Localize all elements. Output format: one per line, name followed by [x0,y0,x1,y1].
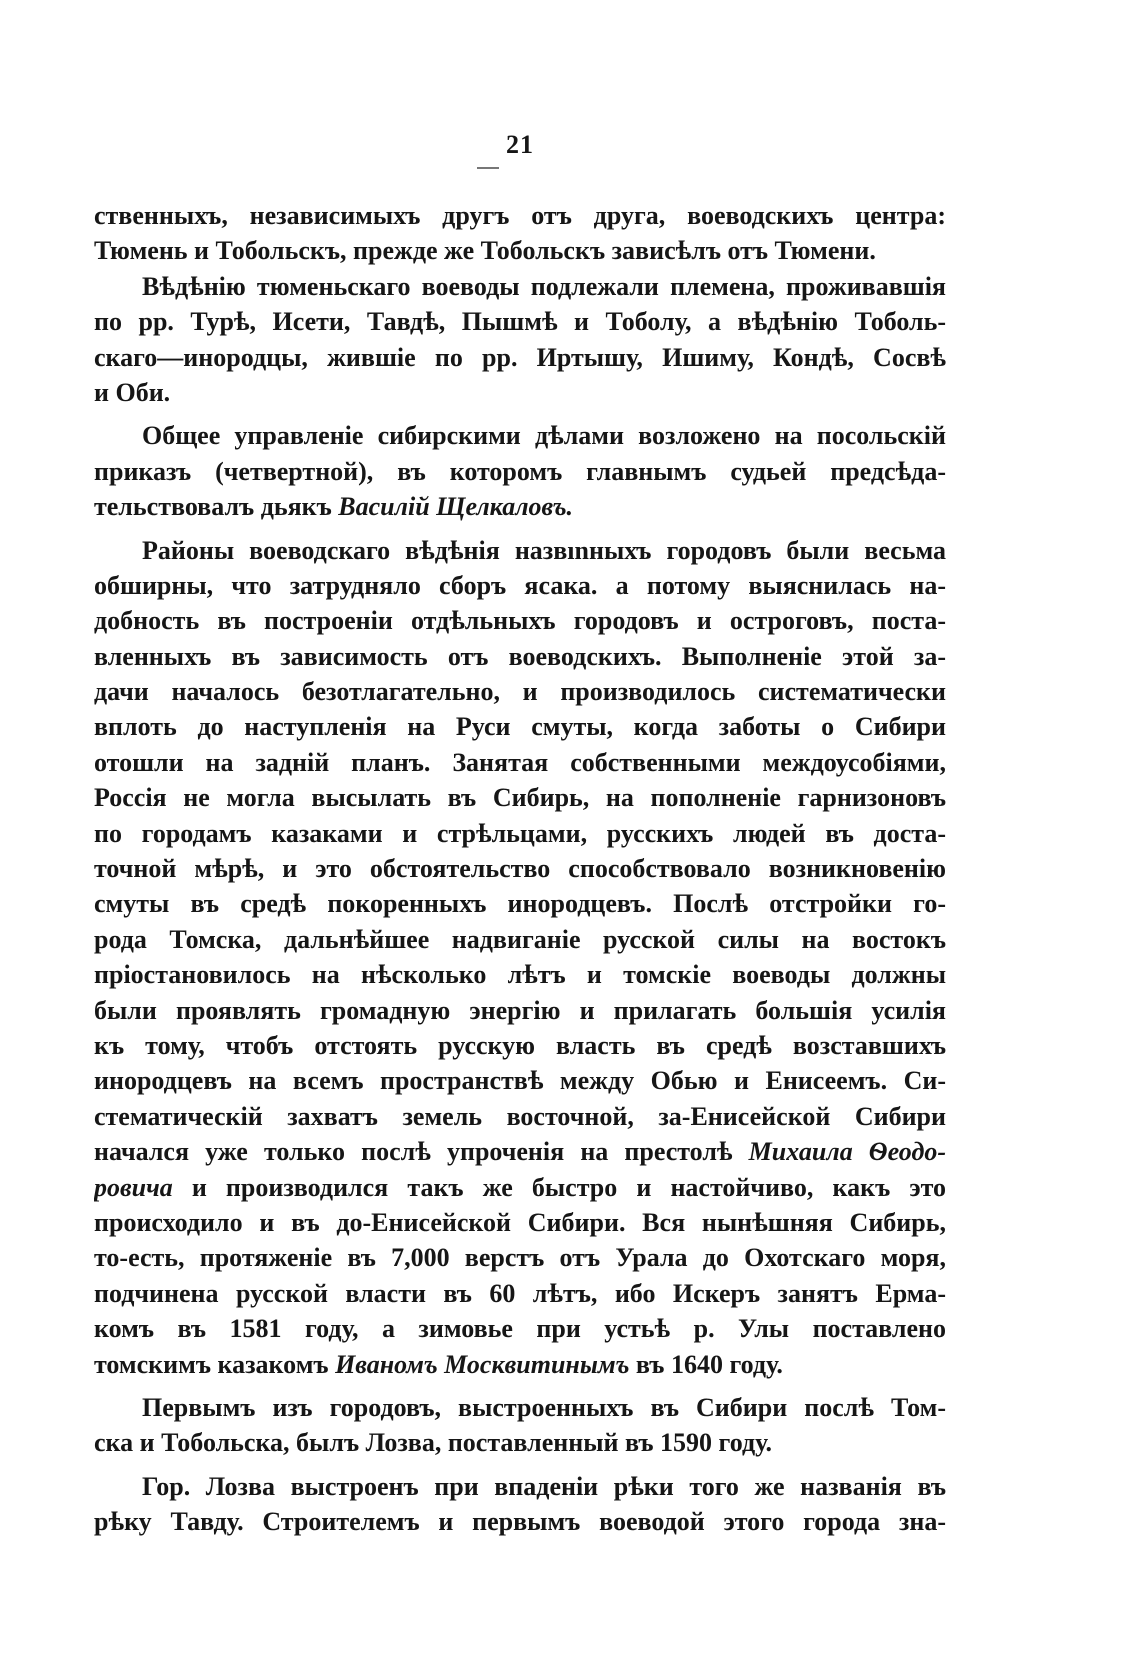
text-line: ска и Тобольска, былъ Лозва, поставленный въ 1590 году. [94,1428,773,1458]
text-line: по рр. Турѣ, Исети, Тавдѣ, Пышмѣ и Тоболу, а вѣдѣнію Тоболь- [94,307,946,337]
text-line: подчинена русской власти въ 60 лѣтъ, ибо Искеръ занятъ Ерма- [94,1278,946,1308]
text-line: Общее управленіе сибирскими дѣлами возложено на посольскій [142,421,946,451]
text-line: по городамъ казаками и стрѣльцами, русскихъ людей въ доста- [94,818,946,848]
text-line: Вѣдѣнію тюменьскаго воеводы подлежали племена, проживавшія [142,271,946,301]
text-line: приказъ (четвертной), въ которомъ главнымъ судьей предсѣда- [94,456,946,486]
italic-name: ровича [94,1172,173,1202]
line-text: томскимъ казакомъ [94,1349,336,1379]
text-line: вленныхъ въ зависимость отъ воеводскихъ. Выполненіе этой за- [94,641,946,671]
text-line: добность въ построеніи отдѣльныхъ городовъ и остроговъ, поста- [94,606,946,636]
text-line: то-есть, протяженіе въ 7,000 верстъ отъ Урала до Охотскаго моря, [94,1243,946,1273]
text-line: дачи началось безотлагательно, и производилось систематически [94,677,946,707]
text-line: скаго—инородцы, жившіе по рр. Иртышу, Ишиму, Кондѣ, Сосвѣ [94,342,946,372]
text-line: къ тому, чтобъ отстоять русскую власть въ средѣ возставшихъ [94,1030,946,1060]
text-line [94,489,946,524]
text-line: отошли на задній планъ. Занятая собственными междоусобіями, [94,747,946,777]
text-line: происходило и въ до-Енисейской Сибири. Вся нынѣшняя Сибирь, [94,1207,946,1237]
text-line: пріостановилось на нѣсколько лѣтъ и томскіе воеводы должны [94,960,946,990]
line-text: и производился такъ же быстро и настойчиво, какъ это [172,1172,946,1202]
text-line: Гор. Лозва выстроенъ при впаденіи рѣки того же названія въ [142,1471,946,1501]
text-line [94,1134,946,1169]
text-line: Районы воеводскаго вѣдѣнія назвınныхъ городовъ были весьма [142,535,946,565]
text-line: комъ въ 1581 году, а зимовье при устьѣ р. Улы поставлено [94,1314,946,1344]
line-text: начался уже только послѣ упроченія на престолѣ [94,1137,749,1167]
text-line: ственныхъ, независимыхъ другъ отъ друга, воеводскихъ центра: [94,201,946,230]
text-line: стематическій захватъ земель восточной, за-Енисейской Сибири [94,1101,946,1131]
text-line [94,1347,946,1382]
italic-name: Иваномъ Москвитинымъ [335,1349,630,1379]
text-line: рода Томска, дальнѣйшее надвиганіе русской силы на востокъ [94,924,946,954]
text-line [94,1170,946,1205]
line-text: тельствовалъ дьякъ [94,492,339,522]
text-line: точной мѣрѣ, и это обстоятельство способствовало возникновенію [94,854,946,884]
text-line: смуты въ средѣ покоренныхъ инородцевъ. Послѣ отстройки го- [94,889,946,919]
text-line: и Оби. [94,377,171,407]
italic-name: Михаила Ѳеодо- [748,1137,946,1167]
italic-name: Василій Щелкаловъ. [338,492,574,522]
text-line: Тюмень и Тобольскъ, прежде же Тобольскъ зависѣлъ отъ Тюмени. [94,236,876,266]
text-line: обширны, что затрудняло сборъ ясака. а потому выяснилась на- [94,570,946,600]
text-line: Первымъ изъ городовъ, выстроенныхъ въ Сибири послѣ Том- [142,1392,946,1422]
text-line: Россія не могла высылать въ Сибирь, на пополненіе гарнизоновъ [94,783,946,813]
line-text: въ 1640 году. [629,1349,783,1379]
text-line: вплоть до наступленія на Руси смуты, когда заботы о Сибири [94,712,946,742]
page-number: 21 [506,130,534,159]
text-line: инородцевъ на всемъ пространствѣ между Обью и Енисеемъ. Си- [94,1066,946,1096]
page-number-dash [477,167,499,169]
body-text [94,198,946,1539]
text-line: были проявлять громадную энергію и прилагать большія усилія [94,995,946,1025]
text-line: рѣку Тавду. Строителемъ и первымъ воеводой этого города зна- [94,1507,946,1537]
